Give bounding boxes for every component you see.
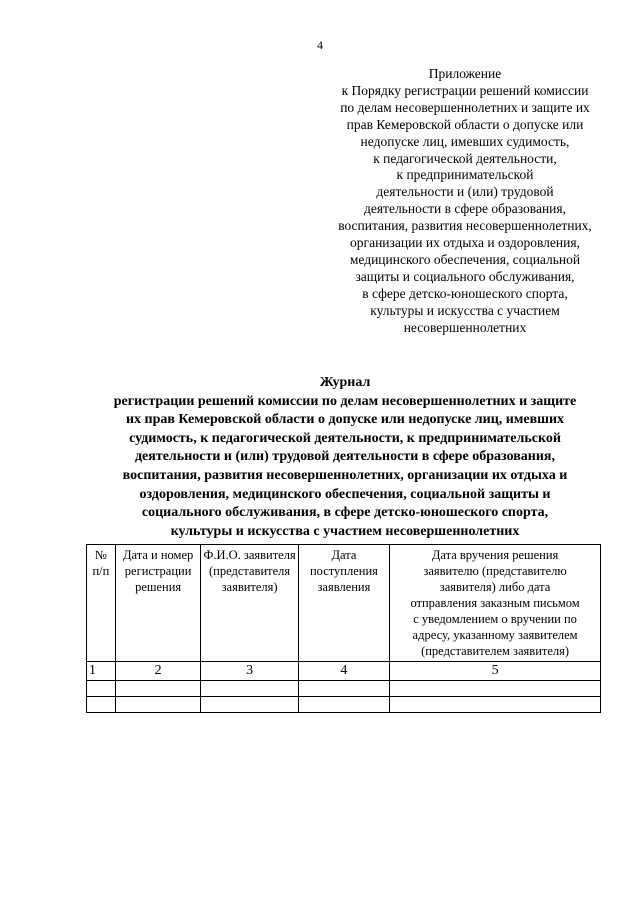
appendix-line: в сфере детско-юношеского спорта, xyxy=(362,285,568,301)
table-cell xyxy=(87,681,116,697)
journal-subtitle-line: культуры и искусства с участием несовершеннолетних xyxy=(170,523,520,539)
table-cell xyxy=(390,697,601,713)
journal-subtitle-line: социального обслуживания, в сфере детско-юношеского спорта, xyxy=(141,505,549,521)
table-cell xyxy=(115,681,201,697)
table-cell xyxy=(87,697,116,713)
journal-title-block xyxy=(80,374,610,541)
appendix-line: к Порядку регистрации решений комиссии xyxy=(341,82,589,98)
table-row xyxy=(87,681,601,697)
column-number: 5 xyxy=(390,662,601,681)
appendix-line: к предпринимательской xyxy=(396,167,534,183)
table-cell xyxy=(115,697,201,713)
journal-table xyxy=(86,544,601,713)
journal-subtitle-line: их прав Кемеровской области о допуске или недопуске лиц, имевших xyxy=(125,412,565,428)
appendix-line: несовершеннолетних xyxy=(403,319,527,335)
column-number: 2 xyxy=(115,662,201,681)
appendix-block xyxy=(300,66,630,337)
journal-subtitle-line: регистрации решений комиссии по делам несовершеннолетних и защите xyxy=(113,393,577,409)
journal-subtitle-line: деятельности и (или) трудовой деятельности в сфере образования, xyxy=(134,449,556,465)
column-number-row xyxy=(87,662,601,681)
journal-heading: Журнал xyxy=(319,375,371,390)
column-number: 4 xyxy=(298,662,389,681)
header-cell-number: № п/п xyxy=(87,545,116,662)
appendix-line: защиты и социального обслуживания, xyxy=(355,268,575,284)
table-header-row xyxy=(87,545,601,662)
appendix-line: медицинского обеспечения, социальной xyxy=(349,251,581,267)
appendix-line: недопуске лиц, имевших судимость, xyxy=(360,133,570,149)
appendix-line: деятельности в сфере образования, xyxy=(363,201,566,217)
appendix-line: Приложение xyxy=(428,66,502,81)
appendix-line: по делам несовершеннолетних и защите их xyxy=(340,99,590,115)
table-cell xyxy=(298,697,389,713)
table-row xyxy=(87,697,601,713)
table-cell xyxy=(298,681,389,697)
appendix-line: деятельности и (или) трудовой xyxy=(376,184,554,200)
appendix-line: к педагогической деятельности, xyxy=(373,150,557,166)
header-cell-applicant: Ф.И.О. заявителя (представителя заявителя) xyxy=(201,545,298,662)
column-number: 1 xyxy=(87,662,116,681)
appendix-line: прав Кемеровской области о допуске или xyxy=(346,116,584,132)
table-cell xyxy=(201,681,298,697)
table-cell xyxy=(390,681,601,697)
header-cell-registration: Дата и номер регистрации решения xyxy=(115,545,201,662)
appendix-line: организации их отдыха и оздоровления, xyxy=(350,235,580,251)
table-cell xyxy=(201,697,298,713)
page-number: 4 xyxy=(317,38,323,52)
header-cell-delivery-date: Дата вручения решения заявителю (представителю заявителя) либо дата отправления заказным письмом с уведомлением о вручении по адресу, указанному заявителем (представителем заявителя) xyxy=(390,545,601,662)
journal-subtitle-line: судимость, к педагогической деятельности, к предпринимательской xyxy=(129,430,561,446)
appendix-line: воспитания, развития несовершеннолетних, xyxy=(338,218,592,234)
header-cell-receipt-date: Дата поступления заявления xyxy=(298,545,389,662)
column-number: 3 xyxy=(201,662,298,681)
appendix-line: культуры и искусства с участием xyxy=(370,302,560,318)
journal-subtitle-line: оздоровления, медицинского обеспечения, социальной защиты и xyxy=(139,486,551,502)
journal-subtitle-line: воспитания, развития несовершеннолетних, организации их отдыха и xyxy=(122,467,568,483)
